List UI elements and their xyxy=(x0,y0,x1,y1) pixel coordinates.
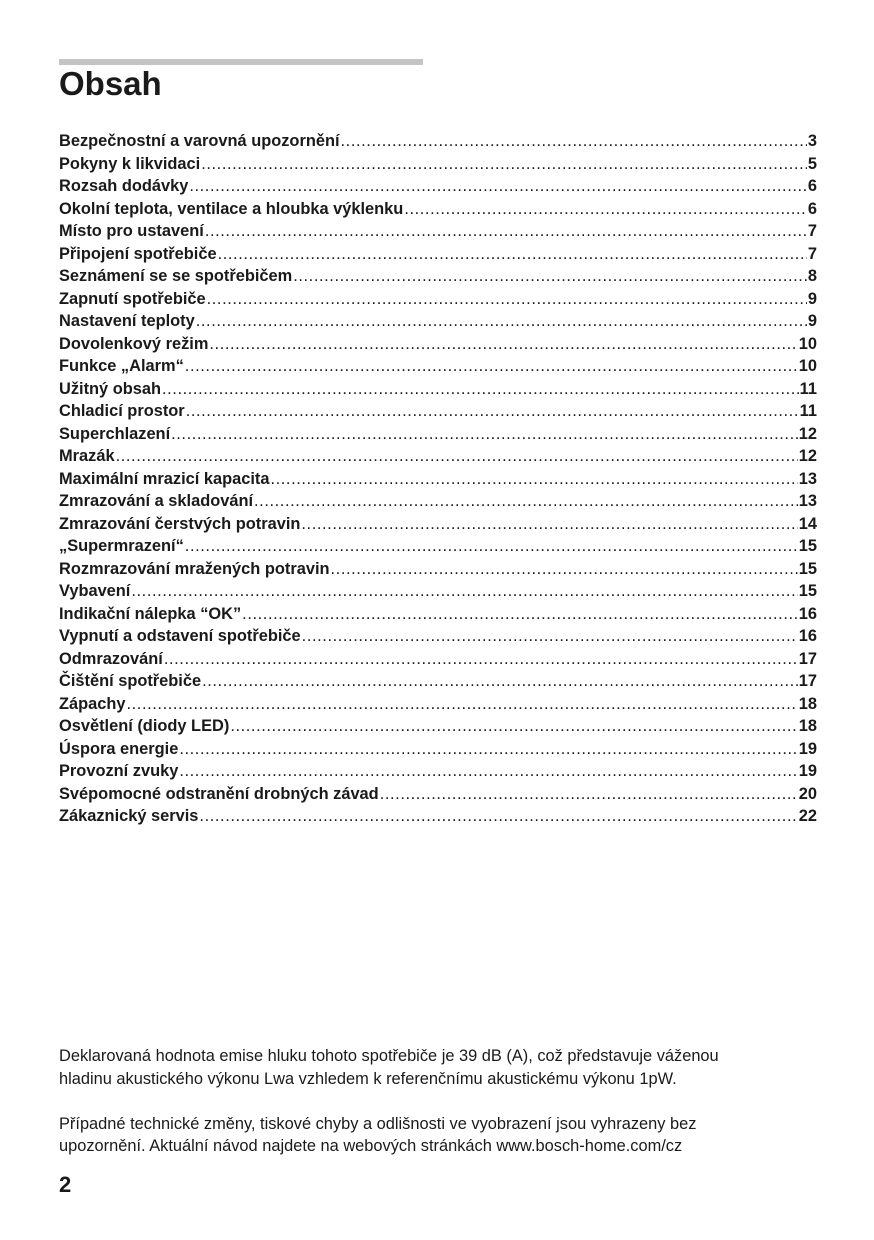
toc-leader-dots xyxy=(404,198,807,221)
toc-leader-dots xyxy=(116,445,798,468)
toc-entry-label: Chladicí prostor xyxy=(59,402,185,420)
toc-entry-page: 15 xyxy=(798,559,817,578)
toc-entry[interactable] xyxy=(59,738,817,761)
toc-entry-label: Rozmrazování mražených potravin xyxy=(59,559,330,578)
disclaimer-note xyxy=(59,1113,819,1158)
toc-entry[interactable] xyxy=(59,220,817,243)
toc-entry-page: 13 xyxy=(798,469,817,488)
toc-entry-page: 11 xyxy=(799,379,817,398)
toc-entry[interactable] xyxy=(59,175,817,198)
toc-entry-page: 15 xyxy=(798,582,817,600)
notes xyxy=(59,1045,819,1180)
toc-entry-label: Místo pro ustavení xyxy=(59,222,204,240)
toc-leader-dots xyxy=(341,130,807,153)
toc-leader-dots xyxy=(199,805,797,828)
toc-entry[interactable] xyxy=(59,378,817,401)
toc-entry-label: Indikační nálepka “OK” xyxy=(59,604,242,623)
toc-entry-page: 17 xyxy=(798,649,817,668)
toc-entry[interactable] xyxy=(59,400,817,423)
toc-entry-page: 7 xyxy=(807,244,817,263)
disclaimer-line: upozornění. Aktuální návod najdete na webových stránkách www.bosch-home.com/cz xyxy=(59,1137,683,1155)
toc-entry[interactable] xyxy=(59,333,817,356)
toc-entry-label: Pokyny k likvidaci xyxy=(59,154,201,173)
toc-entry-page: 11 xyxy=(799,402,817,420)
noise-note-line: hladinu akustického výkonu Lwa vzhledem k referenčnímu akustickému výkonu 1pW. xyxy=(59,1069,677,1088)
toc-entry-page: 18 xyxy=(798,717,817,735)
toc-entry-label: Provozní zvuky xyxy=(59,762,179,780)
noise-note-line: Deklarovaná hodnota emise hluku tohoto spotřebiče je 39 dB (A), což představuje váženou xyxy=(59,1047,719,1065)
toc-entry[interactable] xyxy=(59,760,817,783)
toc-leader-dots xyxy=(331,558,798,581)
page-number: 2 xyxy=(59,1172,72,1197)
toc-entry[interactable] xyxy=(59,535,817,558)
page-title: Obsah xyxy=(59,65,162,102)
toc-entry-label: Zákaznický servis xyxy=(59,807,199,825)
toc-entry[interactable] xyxy=(59,265,817,288)
toc-leader-dots xyxy=(131,580,797,603)
toc-entry[interactable] xyxy=(59,423,817,446)
toc-entry-label: Připojení spotřebiče xyxy=(59,244,217,263)
toc-entry-page: 15 xyxy=(798,537,817,555)
toc-leader-dots xyxy=(293,265,807,288)
toc-entry[interactable] xyxy=(59,693,817,716)
toc-entry[interactable] xyxy=(59,310,817,333)
toc-entry[interactable] xyxy=(59,625,817,648)
toc-entry-page: 8 xyxy=(807,267,817,285)
toc-entry-label: Zápachy xyxy=(59,694,126,713)
toc-entry-page: 3 xyxy=(807,132,817,150)
toc-entry-label: Čištění spotřebiče xyxy=(59,672,202,690)
toc-entry-label: Seznámení se se spotřebičem xyxy=(59,267,293,285)
toc-leader-dots xyxy=(162,378,799,401)
toc-entry-label: Zmrazování čerstvých potravin xyxy=(59,514,301,533)
toc-entry[interactable] xyxy=(59,648,817,671)
toc-entry[interactable] xyxy=(59,558,817,581)
toc-entry-label: Zapnutí spotřebiče xyxy=(59,289,206,308)
toc-entry-label: „Supermrazení“ xyxy=(59,537,184,555)
toc-entry-page: 10 xyxy=(798,334,817,353)
toc-entry[interactable] xyxy=(59,783,817,806)
toc-entry[interactable] xyxy=(59,513,817,536)
toc-leader-dots xyxy=(185,355,798,378)
toc-entry-label: Superchlazení xyxy=(59,424,171,443)
toc-entry-label: Odmrazování xyxy=(59,649,163,668)
toc-entry-label: Svépomocné odstranění drobných závad xyxy=(59,784,379,803)
toc-entry-page: 18 xyxy=(798,694,817,713)
toc-entry-page: 12 xyxy=(798,424,817,443)
toc-entry-label: Osvětlení (diody LED) xyxy=(59,717,230,735)
toc-entry-label: Bezpečnostní a varovná upozornění xyxy=(59,132,340,150)
toc-leader-dots xyxy=(242,603,798,626)
toc-leader-dots xyxy=(185,535,798,558)
disclaimer-line: Případné technické změny, tiskové chyby a odlišnosti ve vyobrazení jsou vyhrazeny bez xyxy=(59,1114,697,1133)
toc-entry[interactable] xyxy=(59,288,817,311)
toc-leader-dots xyxy=(230,715,797,738)
toc-entry-page: 19 xyxy=(798,762,817,780)
toc-entry[interactable] xyxy=(59,580,817,603)
toc-entry-label: Zmrazování a skladování xyxy=(59,492,254,510)
toc-leader-dots xyxy=(201,153,807,176)
toc-leader-dots xyxy=(164,648,798,671)
toc-entry[interactable] xyxy=(59,490,817,513)
toc-entry-label: Vypnutí a odstavení spotřebiče xyxy=(59,627,301,645)
toc-entry[interactable] xyxy=(59,130,817,153)
toc-leader-dots xyxy=(302,625,798,648)
toc-entry-page: 13 xyxy=(798,492,817,510)
toc-entry-label: Dovolenkový režim xyxy=(59,334,209,353)
toc-entry[interactable] xyxy=(59,243,817,266)
toc-leader-dots xyxy=(380,783,798,806)
toc-leader-dots xyxy=(209,333,797,356)
toc-entry-page: 9 xyxy=(807,312,817,330)
toc-entry-label: Úspora energie xyxy=(59,739,179,758)
toc-entry-page: 17 xyxy=(798,672,817,690)
toc-leader-dots xyxy=(179,760,797,783)
toc-entry[interactable] xyxy=(59,715,817,738)
toc-entry[interactable] xyxy=(59,670,817,693)
table-of-contents xyxy=(59,130,817,828)
toc-leader-dots xyxy=(179,738,797,761)
toc-entry[interactable] xyxy=(59,445,817,468)
toc-leader-dots xyxy=(301,513,797,536)
toc-leader-dots xyxy=(171,423,798,446)
toc-leader-dots xyxy=(127,693,798,716)
toc-entry-label: Užitný obsah xyxy=(59,379,161,398)
toc-entry-page: 9 xyxy=(807,289,817,308)
toc-entry-label: Maximální mrazicí kapacita xyxy=(59,469,270,488)
noise-note xyxy=(59,1045,819,1090)
toc-leader-dots xyxy=(196,310,807,333)
toc-entry-label: Vybavení xyxy=(59,582,131,600)
toc-leader-dots xyxy=(205,220,807,243)
toc-entry-label: Rozsah dodávky xyxy=(59,177,189,195)
toc-entry-page: 7 xyxy=(807,222,817,240)
toc-entry[interactable] xyxy=(59,603,817,626)
toc-entry-label: Funkce „Alarm“ xyxy=(59,357,184,375)
toc-entry-page: 10 xyxy=(798,357,817,375)
toc-entry-label: Okolní teplota, ventilace a hloubka výklenku xyxy=(59,199,404,218)
toc-entry-page: 12 xyxy=(798,447,817,465)
toc-entry-page: 20 xyxy=(798,784,817,803)
toc-leader-dots xyxy=(270,468,797,491)
toc-entry-label: Nastavení teploty xyxy=(59,312,195,330)
toc-entry-page: 5 xyxy=(807,154,817,173)
toc-leader-dots xyxy=(202,670,798,693)
toc-entry-page: 22 xyxy=(798,807,817,825)
toc-entry-page: 16 xyxy=(798,604,817,623)
toc-leader-dots xyxy=(207,288,807,311)
toc-entry[interactable] xyxy=(59,805,817,828)
toc-entry-label: Mrazák xyxy=(59,447,115,465)
toc-leader-dots xyxy=(186,400,799,423)
toc-leader-dots xyxy=(254,490,798,513)
toc-entry-page: 14 xyxy=(798,514,817,533)
toc-entry[interactable] xyxy=(59,355,817,378)
toc-entry[interactable] xyxy=(59,198,817,221)
toc-entry-page: 19 xyxy=(798,739,817,758)
toc-entry[interactable] xyxy=(59,468,817,491)
toc-entry-page: 6 xyxy=(807,199,817,218)
toc-leader-dots xyxy=(189,175,807,198)
toc-entry-page: 6 xyxy=(807,177,817,195)
toc-entry-page: 16 xyxy=(798,627,817,645)
toc-leader-dots xyxy=(218,243,807,266)
toc-entry[interactable] xyxy=(59,153,817,176)
